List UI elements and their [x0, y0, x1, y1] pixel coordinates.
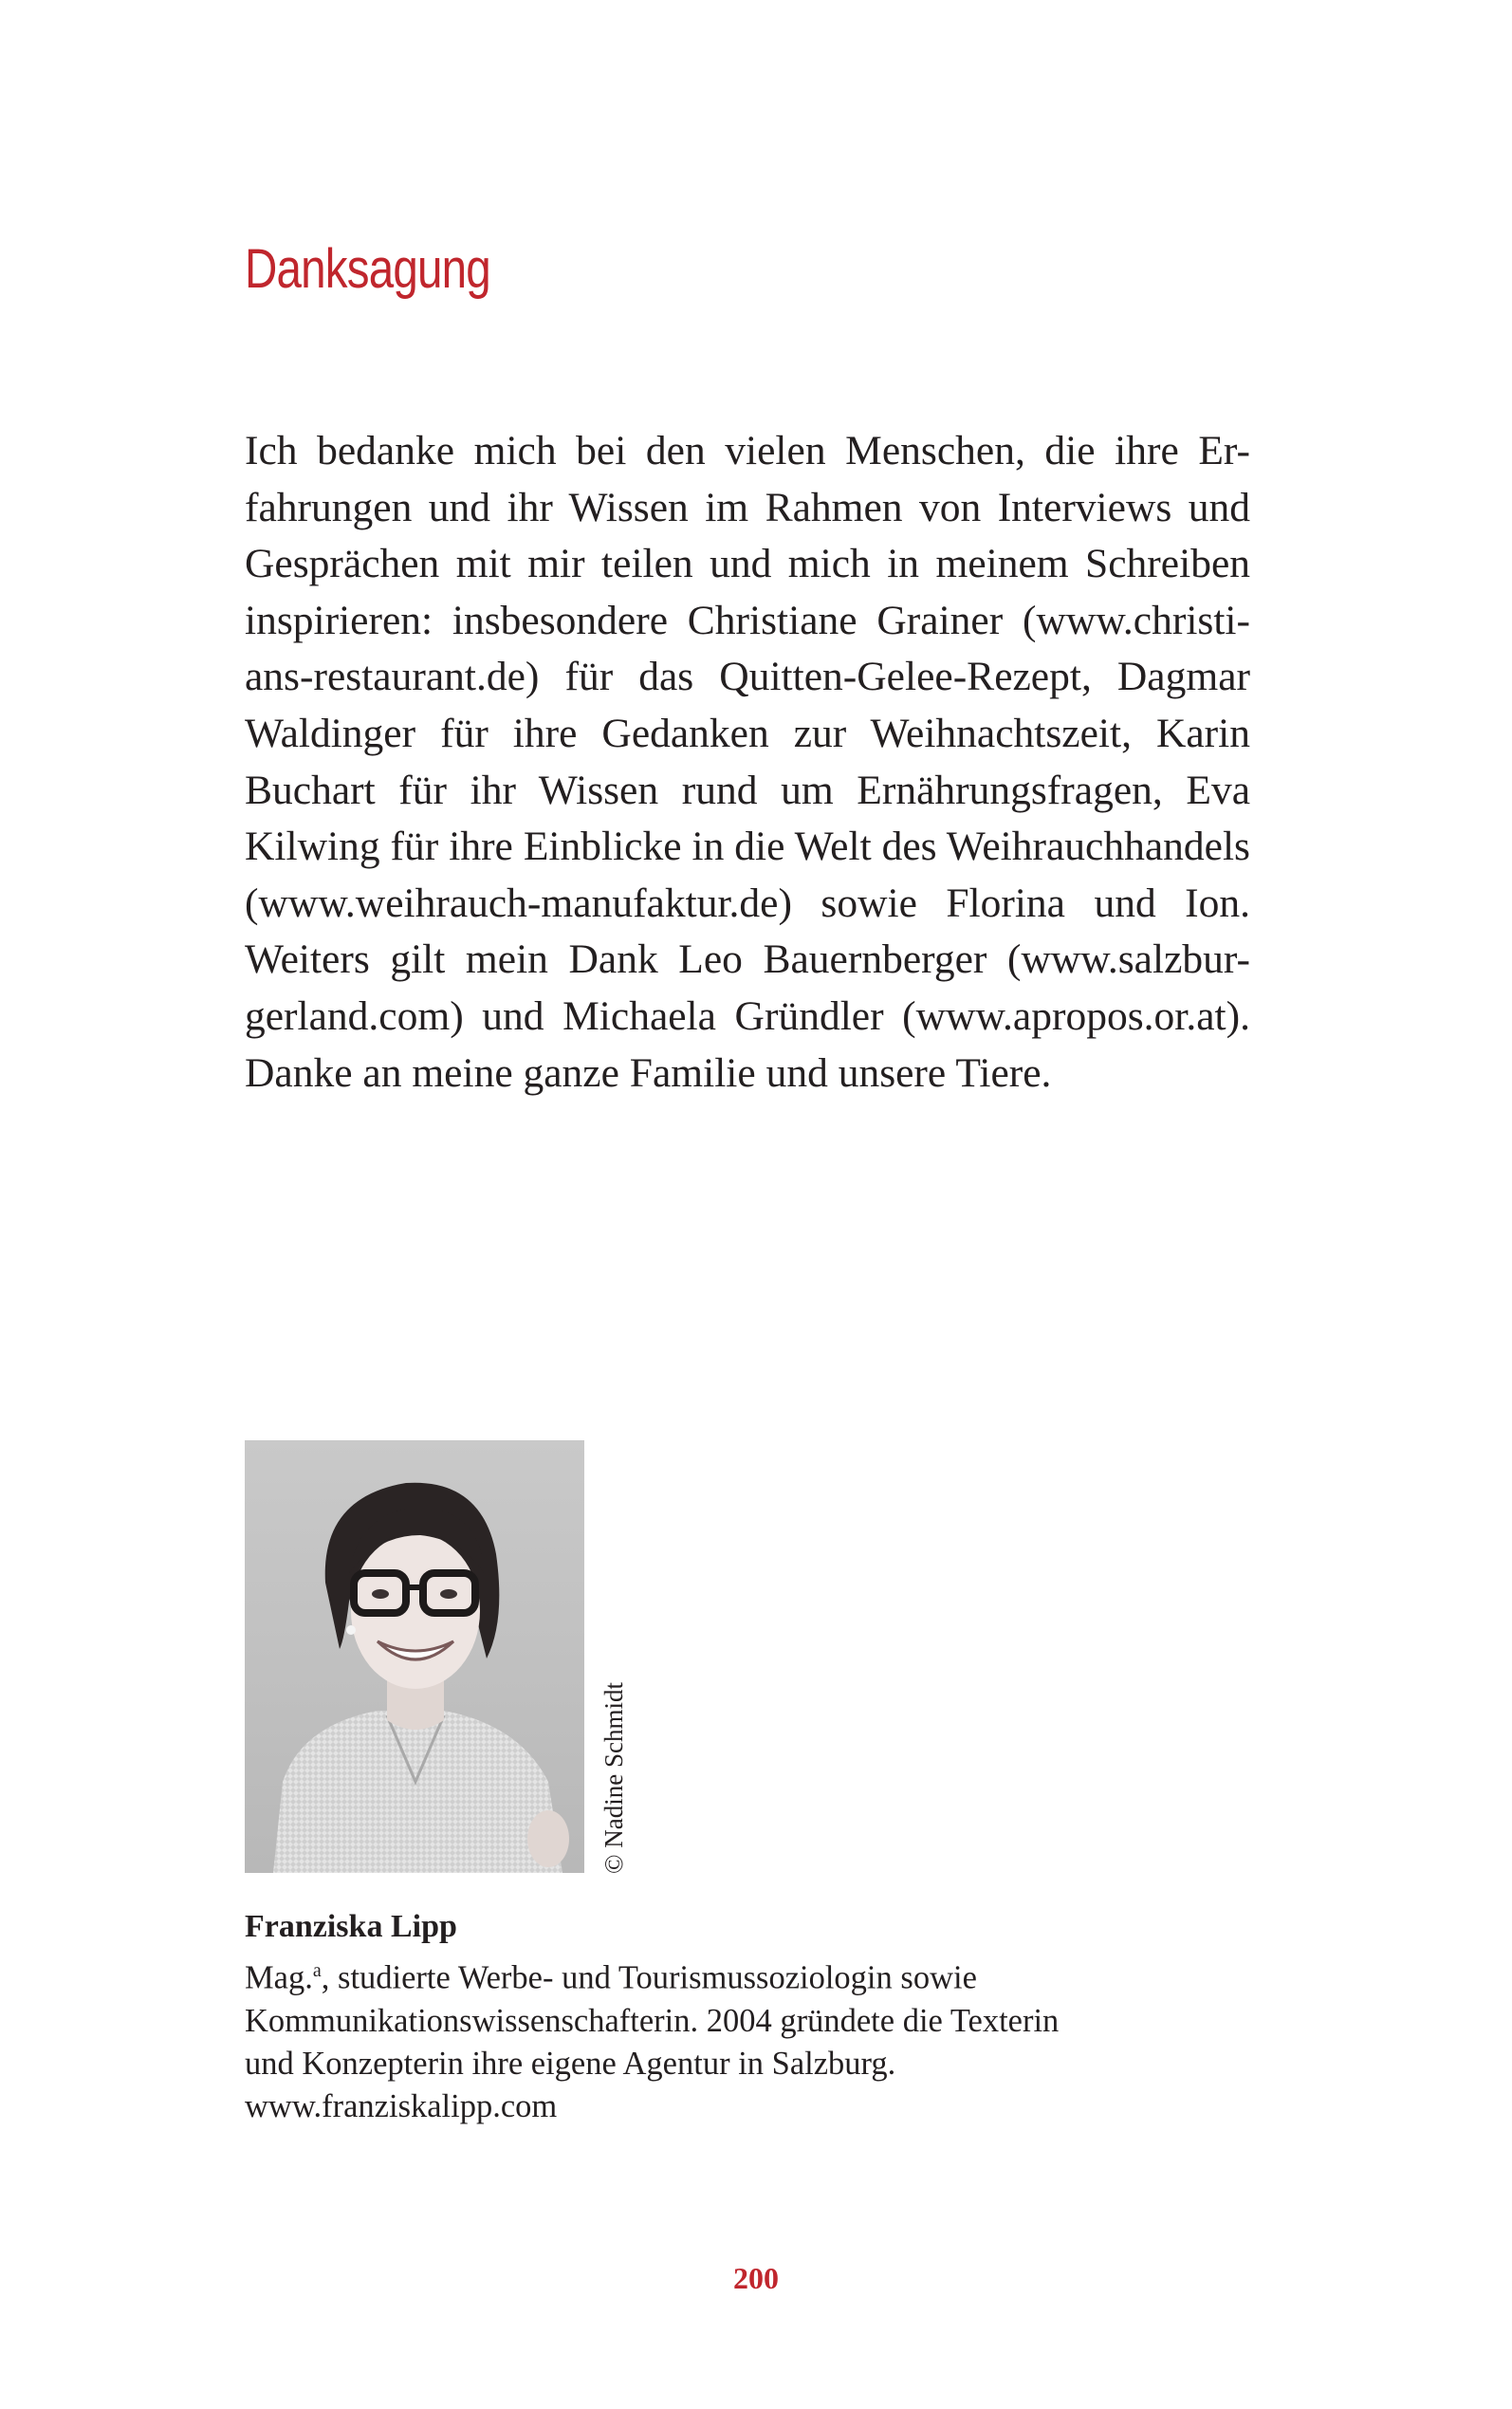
bio-line: und Konzepterin ihre eigene Agentur in Salzburg.	[245, 2045, 896, 2082]
body-line: gerland.com) und Michaela Gründler (www.apropos.or.at).	[245, 992, 1250, 1039]
body-line: Waldinger für ihre Gedanken zur Weihnachtszeit, Karin	[245, 710, 1250, 756]
bio-line: Kommunikationswissenschafterin. 2004 gründete die Texterin	[245, 2002, 1060, 2039]
academic-title: Mag.	[245, 1959, 313, 1996]
photo-credit: © Nadine Schmidt	[599, 1682, 628, 1874]
academic-title-superscript: a	[312, 1960, 322, 1981]
bio-line	[245, 1950, 1193, 2000]
body-line: ans-restaurant.de) für das Quitten-Gelee-Rezept, Dagmar	[245, 654, 1250, 700]
body-line: Weiters gilt mein Dank Leo Bauernberger (www.salzbur-	[245, 936, 1250, 983]
author-portrait-illustration	[245, 1440, 584, 1873]
body-line: Buchart für ihr Wissen rund um Ernährungsfragen, Eva	[245, 767, 1250, 813]
page-title: Danksagung	[245, 238, 490, 300]
body-line: fahrungen und ihr Wissen im Rahmen von Interviews und	[245, 484, 1250, 530]
page-number: 200	[733, 2261, 779, 2295]
author-photo	[245, 1440, 584, 1873]
body-line: (www.weihrauch-manufaktur.de) sowie Florina und Ion.	[245, 880, 1250, 926]
body-line: Gesprächen mit mir teilen und mich in meinem Schreiben	[245, 541, 1250, 587]
author-name: Franziska Lipp	[245, 1909, 457, 1944]
body-line: Ich bedanke mich bei den vielen Menschen, die ihre Er-	[245, 428, 1250, 473]
author-bio	[245, 1950, 1193, 2128]
body-line: inspirieren: insbesondere Christiane Grainer (www.christi-	[245, 597, 1250, 643]
author-website: www.franziskalipp.com	[245, 2087, 558, 2124]
bio-text: , studierte Werbe- und Tourismussoziologin sowie	[321, 1959, 977, 1996]
body-line: Kilwing für ihre Einblicke in die Welt des Weihrauchhandels	[245, 824, 1250, 870]
acknowledgement-text	[245, 423, 1250, 1102]
body-line: Danke an meine ganze Familie und unsere Tiere.	[245, 1049, 1052, 1096]
